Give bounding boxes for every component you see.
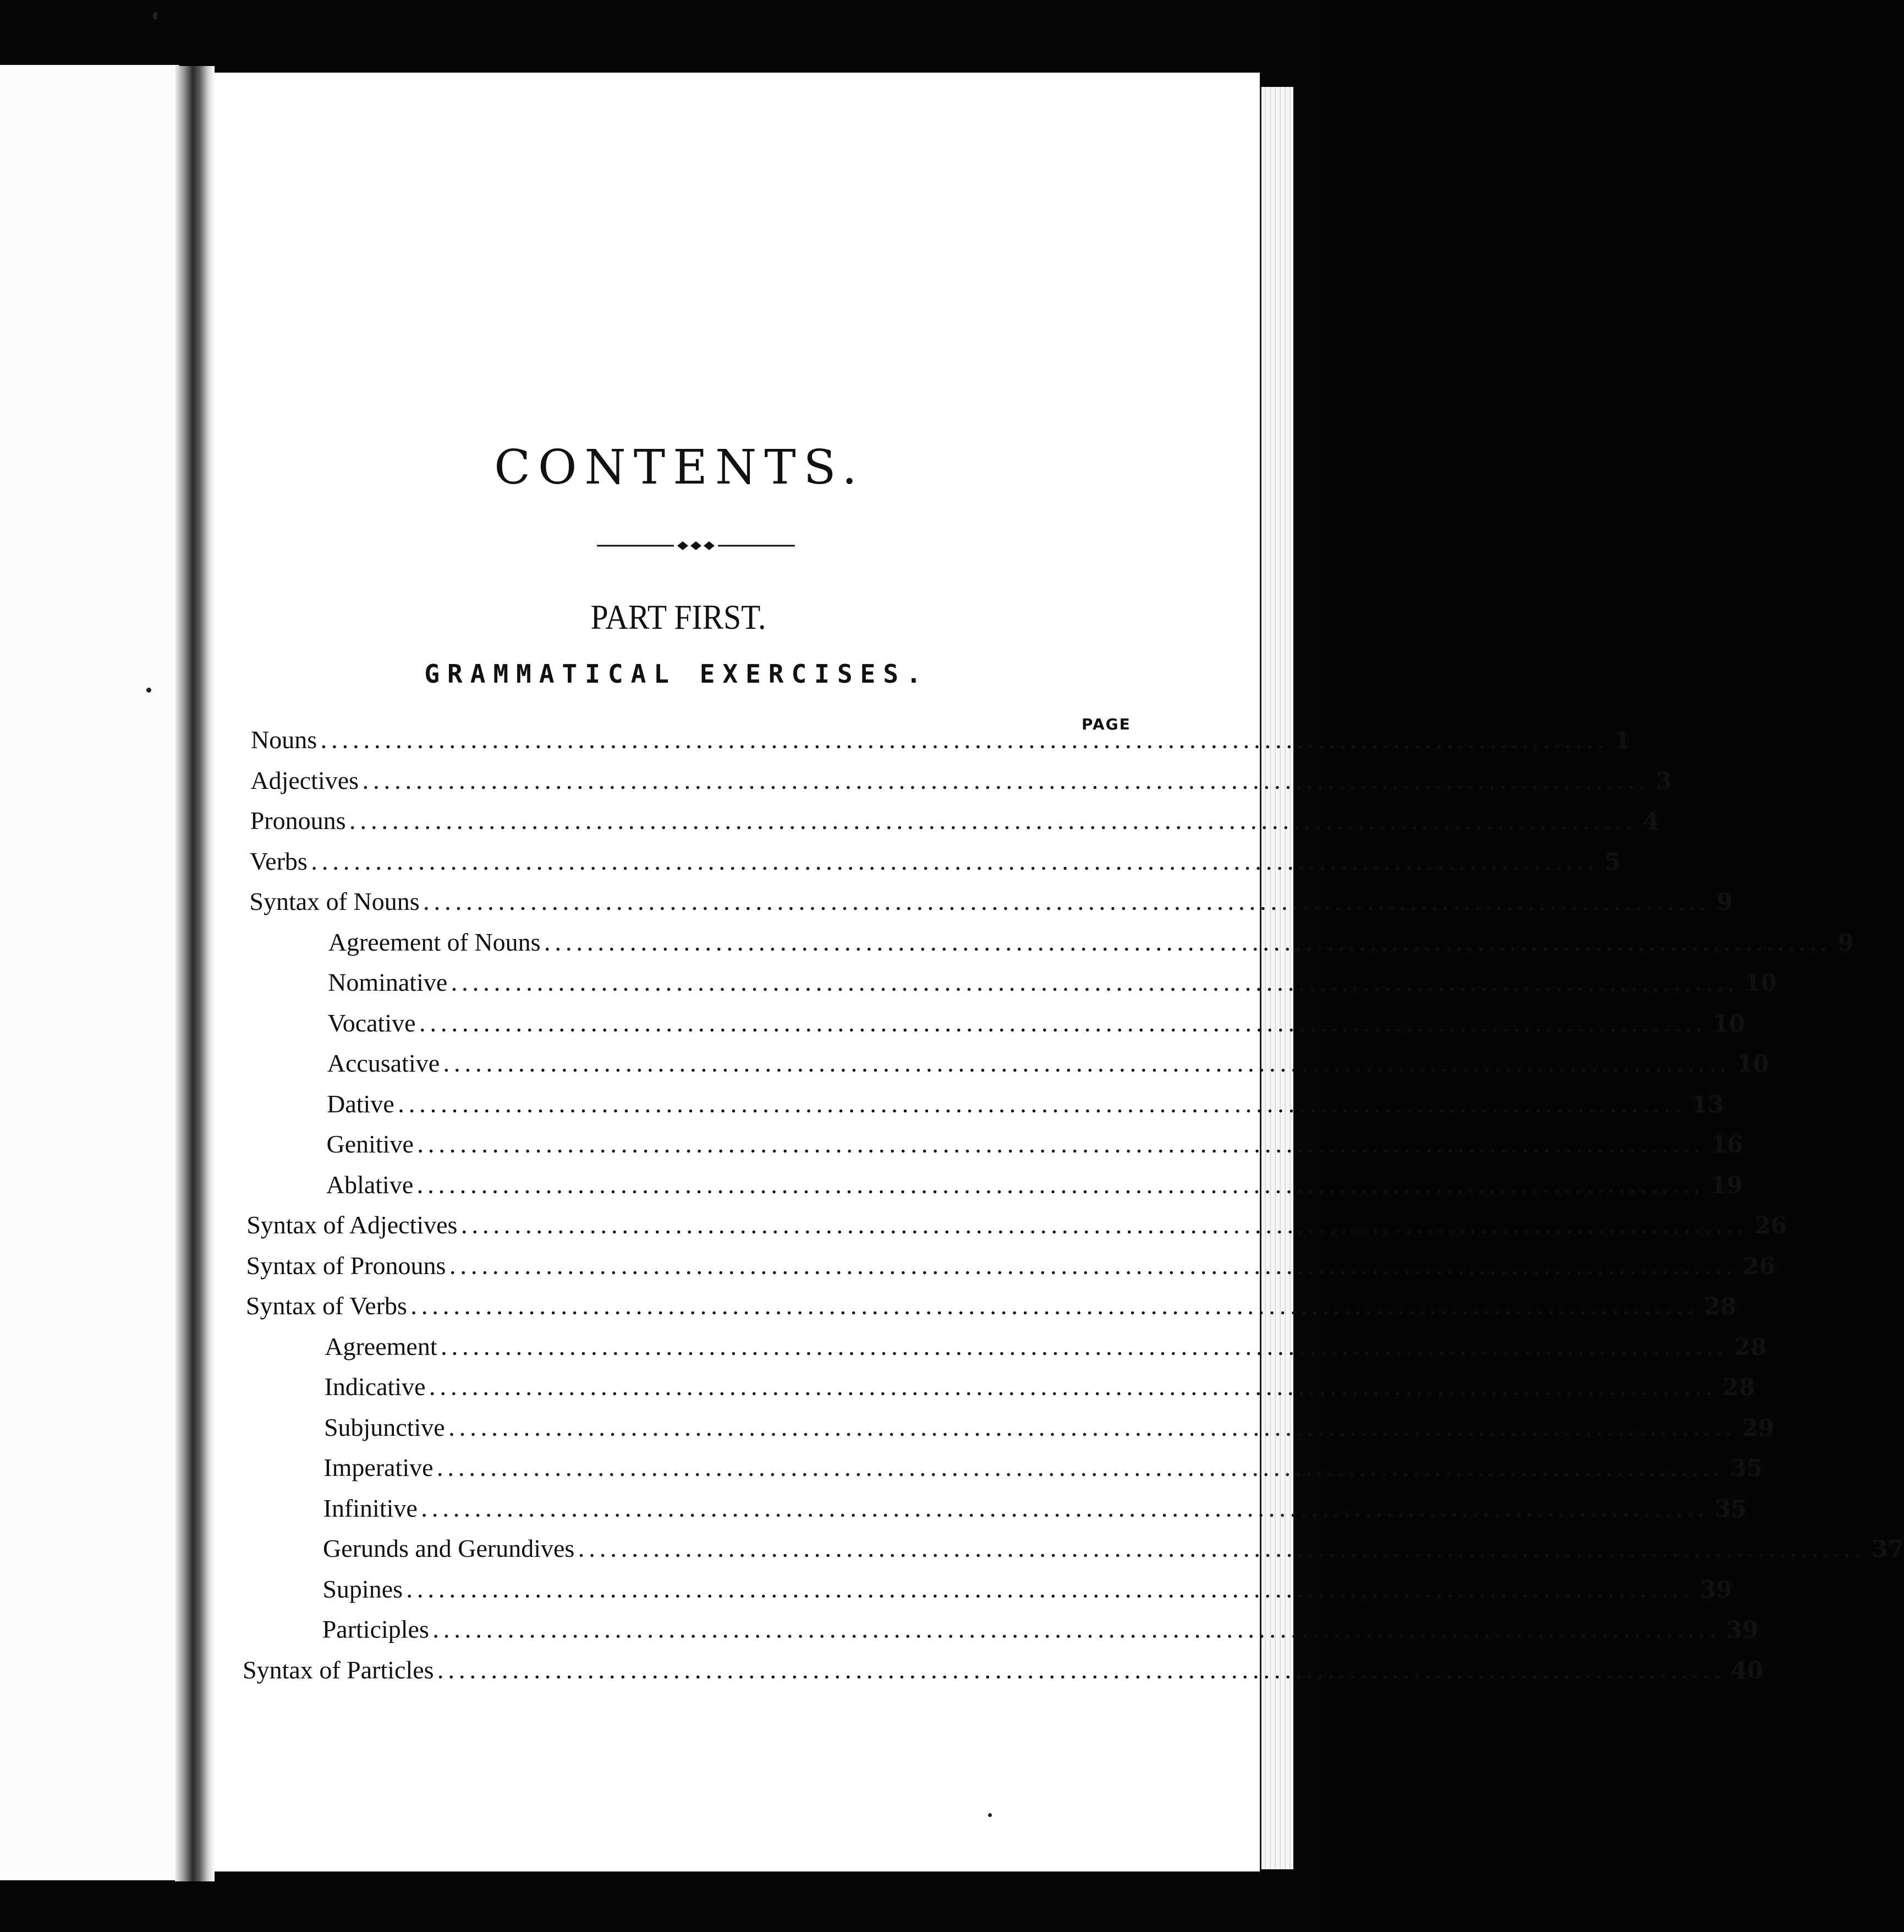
toc-entry [243, 1655, 1763, 1689]
toc-entry-label: Ablative [326, 1170, 414, 1199]
dot-leader: ........................................................................................................................ [444, 1056, 1732, 1076]
toc-entry-page-number: 13 [1691, 1090, 1724, 1118]
toc-entry-page-number: 28 [1722, 1374, 1755, 1401]
dot-leader: ........................................................................................................................ [450, 1258, 1738, 1278]
toc-entry-label: Dative [327, 1089, 394, 1118]
dot-leader: ........................................................................................................................ [311, 853, 1599, 874]
toc-entry-page-number: 5 [1604, 848, 1621, 875]
toc-entry-label: Agreement of Nouns [328, 927, 541, 956]
toc-entry [323, 1413, 1775, 1447]
toc-entry-label: Nouns [251, 726, 317, 754]
toc-entry-label: Vocative [327, 1008, 416, 1037]
toc-entry-page-number: 29 [1742, 1414, 1775, 1441]
toc-entry [326, 1170, 1743, 1204]
dot-leader: ........................................................................................................................ [462, 1217, 1749, 1238]
toc-entry [246, 1251, 1775, 1285]
toc-entry [249, 887, 1733, 921]
dot-leader: ........................................................................................................................ [407, 1581, 1695, 1602]
toc-entry-label: Syntax of Adjectives [246, 1211, 458, 1239]
toc-entry [322, 1615, 1759, 1649]
dot-leader: ........................................................................................................................ [420, 1015, 1708, 1036]
toc-entry-page-number: 37 [1872, 1535, 1904, 1562]
toc-entry [251, 725, 1631, 759]
toc-entry-label: Indicative [324, 1373, 426, 1401]
toc-entry-label: Supines [322, 1574, 403, 1603]
toc-entry-page-number: 26 [1754, 1212, 1787, 1239]
dot-leader: ........................................................................................................................ [398, 1096, 1686, 1117]
toc-entry [250, 847, 1621, 881]
dot-leader: ........................................................................................................................ [363, 772, 1651, 793]
toc-entry-page-number: 19 [1710, 1171, 1743, 1199]
part-heading: PART FIRST. [590, 597, 766, 636]
dot-leader: ........................................................................................................................ [441, 1338, 1729, 1359]
toc-entry-label: Syntax of Particles [243, 1655, 434, 1684]
toc-entry-page-number: 16 [1710, 1131, 1743, 1158]
toc-entry-label: Agreement [325, 1332, 437, 1360]
toc-entry [327, 1089, 1724, 1123]
toc-entry [323, 1453, 1763, 1487]
toc-entry [246, 1210, 1787, 1244]
toc-entry-page-number: 10 [1744, 969, 1777, 996]
toc-entry [328, 968, 1777, 1002]
toc-entry-page-number: 39 [1726, 1616, 1759, 1643]
toc-entry [323, 1534, 1904, 1568]
section-heading: GRAMMATICAL EXERCISES. [424, 659, 929, 689]
toc-entry [327, 1008, 1745, 1042]
toc-entry-label: Syntax of Verbs [245, 1292, 407, 1320]
dot-leader: ........................................................................................................................ [452, 975, 1740, 995]
toc-entry-page-number: 3 [1656, 767, 1672, 794]
contents-title: CONTENTS. [494, 440, 865, 495]
toc-entry-page-number: 1 [1614, 727, 1631, 754]
toc-entry-label: Infinitive [323, 1494, 418, 1522]
toc-entry-page-number: 10 [1713, 1009, 1745, 1037]
dot-leader: ........................................................................................................................ [545, 934, 1832, 955]
toc-entry-label: Genitive [326, 1130, 414, 1158]
dot-leader: ........................................................................................................................ [421, 1500, 1709, 1521]
dot-leader: ........................................................................................................................ [579, 1541, 1867, 1561]
dot-leader: ........................................................................................................................ [430, 1379, 1718, 1399]
toc-entry-page-number: 28 [1734, 1333, 1767, 1360]
toc-entry-label: Syntax of Pronouns [246, 1251, 446, 1280]
dot-leader: ........................................................................................................................ [433, 1622, 1721, 1642]
toc-entry-label: Verbs [250, 847, 308, 875]
toc-entry-label: Nominative [328, 968, 448, 996]
toc-entry-page-number: 26 [1743, 1252, 1775, 1280]
dot-leader: ........................................................................................................................ [424, 894, 1711, 914]
toc-entry-page-number: 4 [1643, 808, 1659, 835]
toc-entry [328, 927, 1854, 962]
toc-entry-label: Subjunctive [323, 1413, 445, 1441]
dot-leader: ........................................................................................................................ [418, 1137, 1705, 1157]
toc-entry [326, 1129, 1743, 1163]
toc-entry-page-number: 10 [1737, 1050, 1769, 1077]
toc-entry-page-number: 40 [1731, 1656, 1763, 1684]
toc-entry-page-number: 9 [1837, 929, 1854, 956]
toc-entry-label: Gerunds and Gerundives [323, 1534, 575, 1562]
toc-entry-page-number: 9 [1716, 888, 1733, 915]
toc-entry [323, 1494, 1747, 1528]
toc-entry-page-number: 35 [1730, 1455, 1763, 1481]
toc-entry [322, 1574, 1732, 1609]
dot-leader: ........................................................................................................................ [418, 1177, 1705, 1198]
dot-leader: ........................................................................................................................ [350, 813, 1638, 833]
toc-entry-label: Imperative [323, 1453, 434, 1481]
toc-entry [327, 1049, 1769, 1083]
dot-leader: ........................................................................................................................ [411, 1298, 1699, 1319]
toc-entry-page-number: 28 [1704, 1293, 1737, 1320]
toc-entry-label: Accusative [327, 1049, 440, 1077]
dot-leader: ........................................................................................................................ [438, 1662, 1726, 1683]
toc-entry-label: Participles [322, 1615, 429, 1643]
toc-entry [250, 806, 1659, 840]
toc-entry [324, 1372, 1755, 1406]
toc-entry-page-number: 39 [1700, 1576, 1732, 1603]
dot-leader: ........................................................................................................................ [437, 1460, 1725, 1480]
toc-entry-label: Syntax of Nouns [249, 887, 420, 915]
toc-entry-page-number: 35 [1714, 1495, 1747, 1522]
toc-entry-label: Pronouns [250, 806, 346, 835]
page-column-heading: PAGE [1082, 715, 1131, 733]
dot-leader: ........................................................................................................................ [449, 1419, 1737, 1440]
toc-entry [245, 1291, 1737, 1325]
toc-entry [250, 766, 1672, 800]
toc-entry [325, 1332, 1767, 1366]
dot-leader: ........................................................................................................................ [321, 732, 1609, 753]
toc-entry-label: Adjectives [250, 766, 359, 794]
